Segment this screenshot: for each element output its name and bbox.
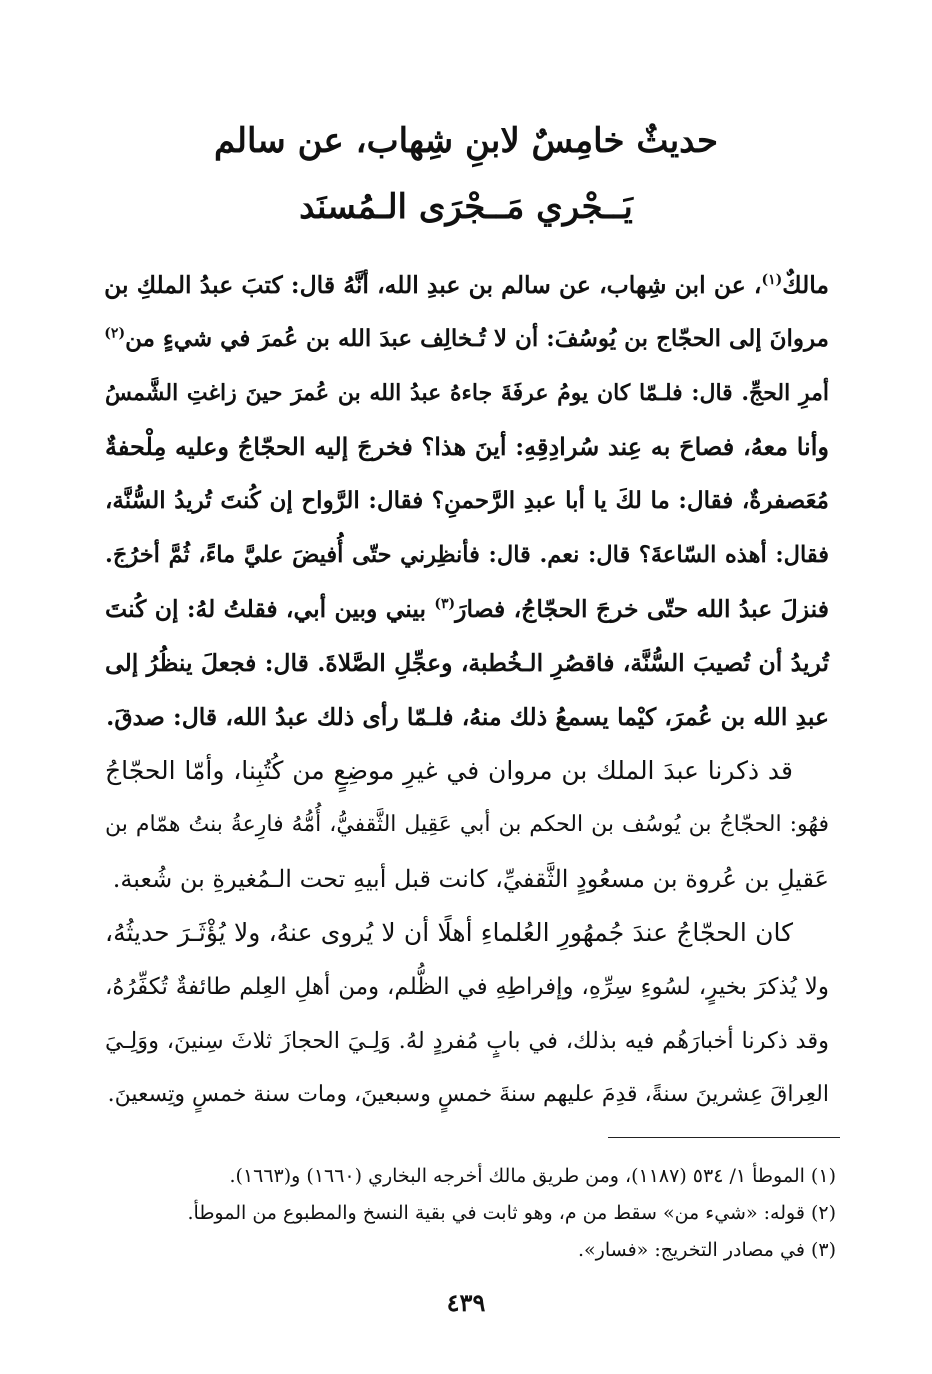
commentary-line: قد ذكرنا عبدَ الملك بن مروان في غيرِ موضِعٍ من كُتُبِنا، وأمّا الحجّاجُ (105, 756, 793, 785)
footnote: (٣) في مصادر التخريج: «فسار». (578, 1239, 836, 1261)
page-number: ٤٣٩ (446, 1288, 486, 1317)
hadith-line: مُعَصفرةٌ، فقال: ما لكَ يا أبا عبدِ الرَّحمنِ؟ فقال: الرَّواح إن كُنتَ تُريدُ السُّنَّة، (105, 487, 829, 514)
footnote-divider (608, 1137, 840, 1138)
body-text (105, 258, 829, 1122)
chapter-heading (90, 108, 842, 240)
commentary-line: العِراقَ عِشرينَ سنةً، قدِمَ عليهم سنةَ خمسٍ وسبعينَ، ومات سنة خمسٍ وتِسعينَ. (107, 1082, 829, 1107)
hadith-line: تُريدُ أن تُصيبَ السُّنَّة، فاقصُرِ الـخُطبة، وعجِّلِ الصَّلاةَ. قال: فجعلَ ينظُرُ إلى (105, 649, 829, 677)
hadith-line: مالكٌ$^{(١)}$، عن ابن شِهاب، عن سالم بن عبدِ الله، أنَّهُ قال: كتبَ عبدُ الملكِ بن (104, 271, 829, 299)
footnote-marker: (١) (761, 272, 783, 289)
commentary-paragraph (105, 744, 829, 906)
hadith-line: فنزلَ عبدُ الله حتّى خرجَ الحجّاجُ، فصارَ$^{(٣)}$ بيني وبين أبي، فقلتُ لهُ: إن كُنتَ (105, 595, 829, 623)
commentary-line: ولا يُذكرَ بخيرٍ، لسُوءِ سِرِّهِ، وإفراطِهِ في الظُّلم، ومن أهلِ العِلم طائفةٌ تُكفِّرُهُ، (105, 974, 829, 1000)
footnote-marker: (٣) (434, 596, 456, 613)
commentary-line: كان الحجّاجُ عندَ جُمهُورِ العُلماءِ أهلًا أن لا يُروى عنهُ، ولا يُؤْثَـرَ حديثُهُ، (105, 918, 793, 947)
hadith-line: عبدِ الله بن عُمرَ، كيْما يسمعُ ذلك منهُ، فلـمّا رأى ذلك عبدُ الله، قال: صدقَ. (106, 703, 829, 731)
hadith-line: مروانَ إلى الحجّاج بن يُوسُفَ: أن لا تُـخالِف عبدَ الله بن عُمرَ في شيءٍ من$^{(٢)}$ (104, 325, 829, 352)
hadith-text (105, 258, 829, 744)
hadith-line: فقال: أهذه السّاعةَ؟ قال: نعم. قال: فأنظِرني حتّى أُفيضَ عليَّ ماءً، ثُمَّ أخرُجَ. (105, 542, 829, 568)
footnotes (105, 1158, 836, 1269)
footnote: (٢) قوله: «شيء من» سقط من م، وهو ثابت في بقية النسخ والمطبوع من الموطأ. (187, 1202, 836, 1224)
hadith-line: أمرِ الحجِّ. قال: فلـمّا كان يومُ عرفَةَ جاءهُ عبدُ الله بن عُمرَ حينَ زاغتِ الشَّمسُ (105, 380, 829, 406)
heading-line-2: يَــجْري مَــجْرَى الـمُسنَد (299, 187, 633, 227)
commentary-line: وقد ذكرنا أخبارَهُم فيه بذلك، في بابٍ مُفردٍ لهُ. وَلِـيَ الحجازَ ثلاثَ سِنينَ، ووَلِـيَ (105, 1028, 829, 1054)
heading-line-1: حديثٌ خامِسٌ لابنِ شِهاب، عن سالم (213, 121, 719, 161)
commentary-paragraph (105, 906, 829, 1122)
footnote-marker: (٢) (104, 325, 126, 342)
commentary-line: عَقيلِ بن عُروة بن مسعُودٍ الثَّقفيِّ، كانت قبل أبيهِ تحت الـمُغيرةِ بن شُعبة. (112, 865, 829, 893)
hadith-line: وأنا معهُ، فصاحَ به عِند سُرادِقِهِ: أينَ هذا؟ فخرجَ إليه الحجّاجُ وعليه مِلْحفةٌ (105, 432, 829, 461)
footnote: (١) الموطأ ١/ ٥٣٤ (١١٨٧)، ومن طريق مالك أخرجه البخاري (١٦٦٠) و(١٦٦٣). (229, 1165, 836, 1187)
commentary-line: فهُو: الحجّاجُ بن يُوسُف بن الحكم بن أبي عَقِيل الثَّقفيُّ، أُمُّهُ فارِعةُ بنتُ همّام بن (105, 812, 829, 837)
